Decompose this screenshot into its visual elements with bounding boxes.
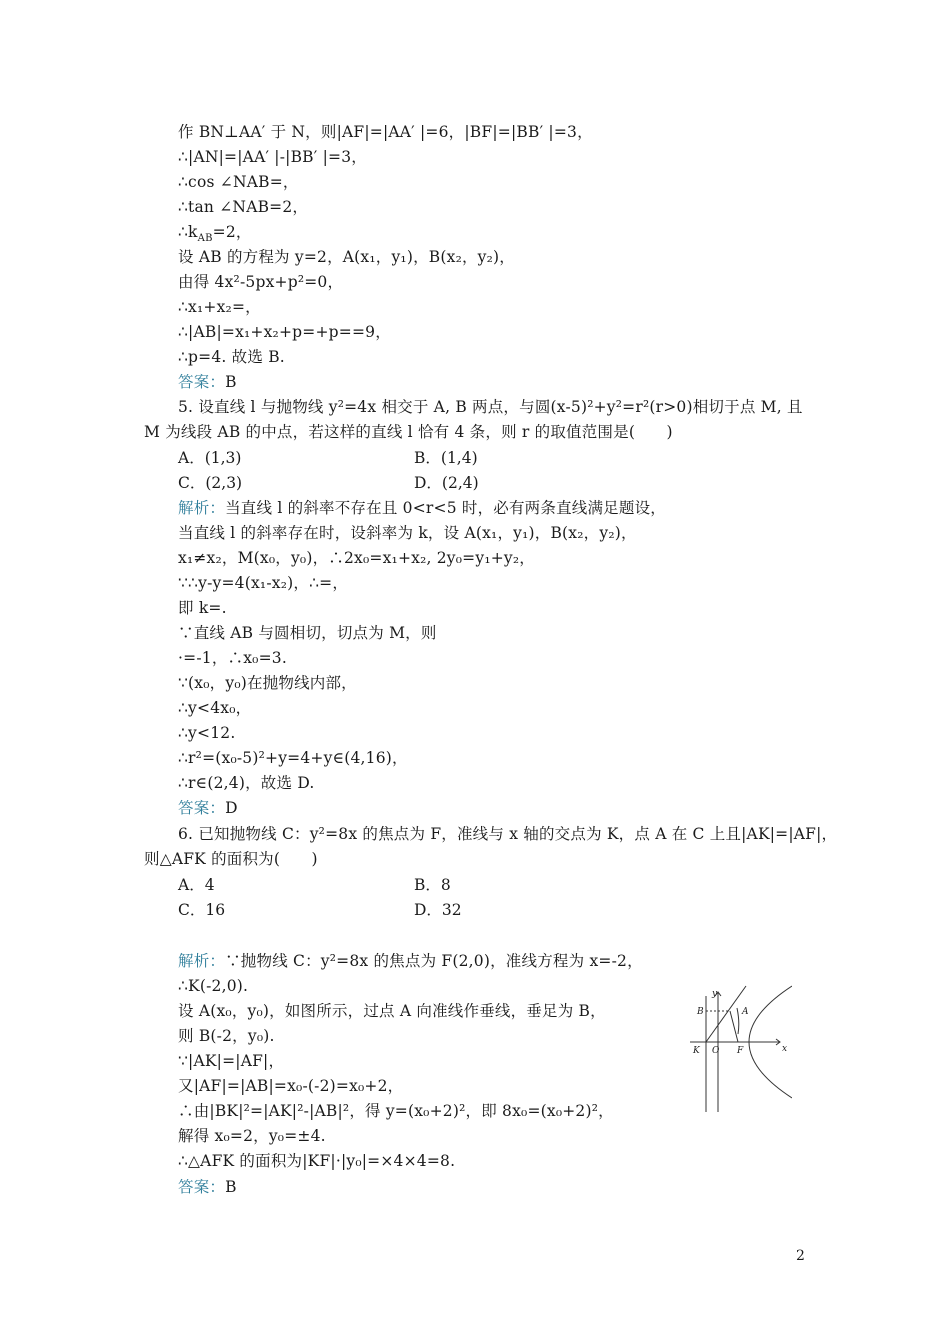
question-stem: 则△AFK 的面积为( ) [144,850,318,868]
text-line: 当直线 l 的斜率存在时，设斜率为 k，设 A(x₁，y₁)，B(x₂，y₂)， [178,524,637,542]
text-line: ·=-1，∴x₀=3. [178,649,287,667]
analysis-line [178,951,643,971]
text-line: ∴r∈(2,4)，故选 D. [178,774,315,792]
answer-line [178,798,238,818]
text-line: ∴△AFK 的面积为|KF|·|y₀|=×4×4=8. [178,1152,456,1170]
option-a: A．4 [178,876,215,894]
text-line: ∴tan ∠NAB=2， [178,198,309,216]
text-line [178,222,252,249]
text-line: ∵∴y-y=4(x₁-x₂)，∴=， [178,574,349,592]
parabola-figure [688,984,792,1116]
text-line: x₁≠x₂，M(x₀，y₀)，∴2x₀=x₁+x₂, 2y₀=y₁+y₂， [178,549,535,567]
answer-value: D [225,799,238,817]
option-c: C．(2,3) [178,474,243,492]
answer-label: 答案： [178,1178,226,1196]
text-line: ∴由|BK|²=|AK|²-|AB|²，得 y=(x₀+2)²，即 8x₀=(x₀+2)²， [178,1102,614,1120]
label-x: x [782,1044,788,1054]
option-c: C．16 [178,901,226,919]
analysis-line [178,498,666,518]
analysis-label: 解析： [178,952,226,970]
segment-af [730,1011,738,1042]
answer-value: B [225,1178,237,1196]
k-symbol: ∴k [178,223,198,241]
option-b: B．(1,4) [414,449,478,467]
text-line: ∵(x₀，y₀)在抛物线内部， [178,674,357,692]
label-o: O [712,1046,720,1056]
text-line: ∵|AK|=|AF|， [178,1052,285,1070]
k-subscript: AB [197,233,213,245]
text-line: 又|AF|=|AB|=x₀-(-2)=x₀+2， [178,1077,404,1095]
arc-mark [737,1008,739,1034]
answer-line [178,372,237,392]
analysis-text: ∵抛物线 C：y²=8x 的焦点为 F(2,0)，准线方程为 x=-2， [225,952,643,970]
label-b: B [697,1007,704,1017]
option-d: D．32 [414,901,462,919]
text-line: 设 A(x₀，y₀)，如图所示，过点 A 向准线作垂线，垂足为 B， [178,1002,606,1020]
text-line: 解得 x₀=2，y₀=±4. [178,1127,326,1145]
text-line: ∴cos ∠NAB=， [178,173,299,191]
option-a: A．(1,3) [178,449,242,467]
answer-line [178,1177,237,1197]
text-line: 即 k=. [178,599,227,617]
text-line: ∴p=4. 故选 B. [178,348,285,366]
text-line: ∴x₁+x₂=， [178,298,261,316]
label-a: A [742,1007,749,1017]
question-stem: 5. 设直线 l 与抛物线 y²=4x 相交于 A, B 两点，与圆(x-5)²+y²=r²(r>0)相切于点 M, 且 [178,398,803,416]
option-d: D．(2,4) [414,474,479,492]
question-stem: 6. 已知抛物线 C：y²=8x 的焦点为 F，准线与 x 轴的交点为 K，点 A 在 C 上且|AK|=|AF|， [178,825,838,843]
page-number: 2 [796,1248,805,1264]
answer-value: B [225,373,237,391]
analysis-text: 当直线 l 的斜率不存在且 0<r<5 时，必有两条直线满足题设， [225,499,666,517]
text-line: ∵直线 AB 与圆相切，切点为 M，则 [178,624,437,642]
text-line: ∴K(-2,0). [178,977,249,995]
k-value: =2， [212,223,252,241]
text-line: ∴|AN|=|AA′ |-|BB′ |=3， [178,148,367,166]
label-y: y [712,989,718,999]
answer-label: 答案： [178,373,226,391]
text-line: ∴y<4x₀， [178,699,252,717]
analysis-label: 解析： [178,499,226,517]
text-line: ∴|AB|=x₁+x₂+p=+p==9， [178,323,391,341]
option-b: B．8 [414,876,451,894]
answer-label: 答案： [178,799,226,817]
text-line: ∴r²=(x₀-5)²+y=4+y∈(4,16)， [178,749,408,767]
text-line: 设 AB 的方程为 y=2，A(x₁，y₁)，B(x₂，y₂)， [178,248,515,266]
question-stem: M 为线段 AB 的中点，若这样的直线 l 恰有 4 条，则 r 的取值范围是( ) [144,423,673,441]
label-f: F [737,1046,744,1056]
text-line: ∴y<12. [178,724,236,742]
label-k: K [693,1046,700,1056]
text-line: 则 B(-2，y₀). [178,1027,275,1045]
text-line: 作 BN⊥AA′ 于 N，则|AF|=|AA′ |=6，|BF|=|BB′ |=3， [178,123,593,141]
text-line: 由得 4x²-5px+p²=0， [178,273,344,291]
